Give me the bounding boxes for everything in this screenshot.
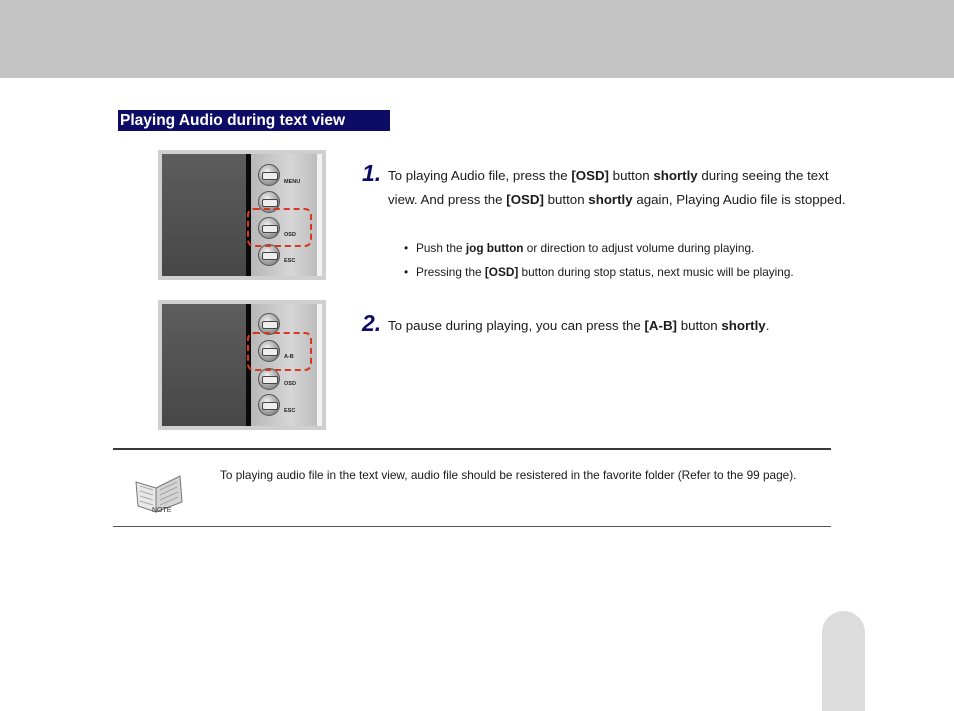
- bold-text: [OSD]: [484, 265, 519, 279]
- device-figure-ab: [158, 300, 326, 430]
- device-button-icon: [258, 394, 280, 416]
- bold-text: [A-B]: [644, 318, 677, 333]
- step-1-bullets: [406, 236, 846, 284]
- bold-text: shortly: [588, 191, 633, 207]
- device-screen: [162, 304, 246, 426]
- section-title: Playing Audio during text view: [118, 110, 390, 131]
- text-run: To playing Audio file, press the: [388, 168, 572, 183]
- text-run: Pressing the: [416, 265, 485, 279]
- bullet-item: [406, 236, 846, 260]
- bold-text: shortly: [721, 318, 766, 333]
- device-button-icon: [258, 368, 280, 390]
- text-run: Push the: [416, 241, 466, 255]
- step-number: 2.: [362, 310, 382, 336]
- bold-text: [OSD]: [506, 191, 544, 207]
- device-screen: [162, 154, 246, 276]
- note-icon-label: NOTE: [152, 507, 172, 514]
- header-band: [0, 0, 954, 78]
- highlight-ab-button: [247, 332, 312, 371]
- note-text: To playing audio file in the text view, audio file should be resistered in the favorite folder (Refer to the 99 page).: [220, 468, 797, 482]
- device-button-label: OSD: [284, 381, 296, 387]
- device-rail: [317, 304, 322, 426]
- text-run: again, Playing Audio file is stopped.: [632, 191, 846, 207]
- text-run: .: [765, 318, 770, 333]
- bullet-dot: •: [404, 241, 409, 255]
- device-button-icon: [258, 244, 280, 266]
- step-number: 1.: [362, 160, 382, 186]
- device-button-label: ESC: [284, 258, 296, 264]
- step-1-text: [388, 164, 846, 211]
- device-button-label: OSD: [284, 232, 296, 238]
- bullet-text: [416, 260, 794, 284]
- text-run: To pause during playing, you can press the: [388, 318, 645, 333]
- bullet-dot: •: [404, 265, 409, 279]
- device-figure-osd: [158, 150, 326, 280]
- device-button-label: A-B: [284, 354, 294, 360]
- text-run: during seeing the text view. And press the: [388, 168, 829, 207]
- bold-text: [OSD]: [571, 168, 609, 183]
- bullet-text: [416, 236, 754, 260]
- device-button-label: MENU: [284, 179, 301, 185]
- text-run: or direction to adjust volume during playing.: [523, 241, 755, 255]
- page-tab: [822, 611, 865, 711]
- text-run: button during stop status, next music will be playing.: [518, 265, 794, 279]
- highlight-osd-button: [247, 208, 312, 247]
- bold-text: shortly: [653, 168, 698, 183]
- text-run: button: [608, 168, 654, 183]
- step-2-text: [388, 314, 846, 338]
- text-run: button: [677, 318, 722, 333]
- note-top-rule: [113, 448, 831, 450]
- device-rail: [317, 154, 322, 276]
- bold-text: jog button: [465, 241, 524, 255]
- device-button-label: ESC: [284, 408, 296, 414]
- device-button-icon: [258, 164, 280, 186]
- text-run: button: [543, 191, 589, 207]
- bullet-item: [406, 260, 846, 284]
- note-bottom-rule: [113, 526, 831, 527]
